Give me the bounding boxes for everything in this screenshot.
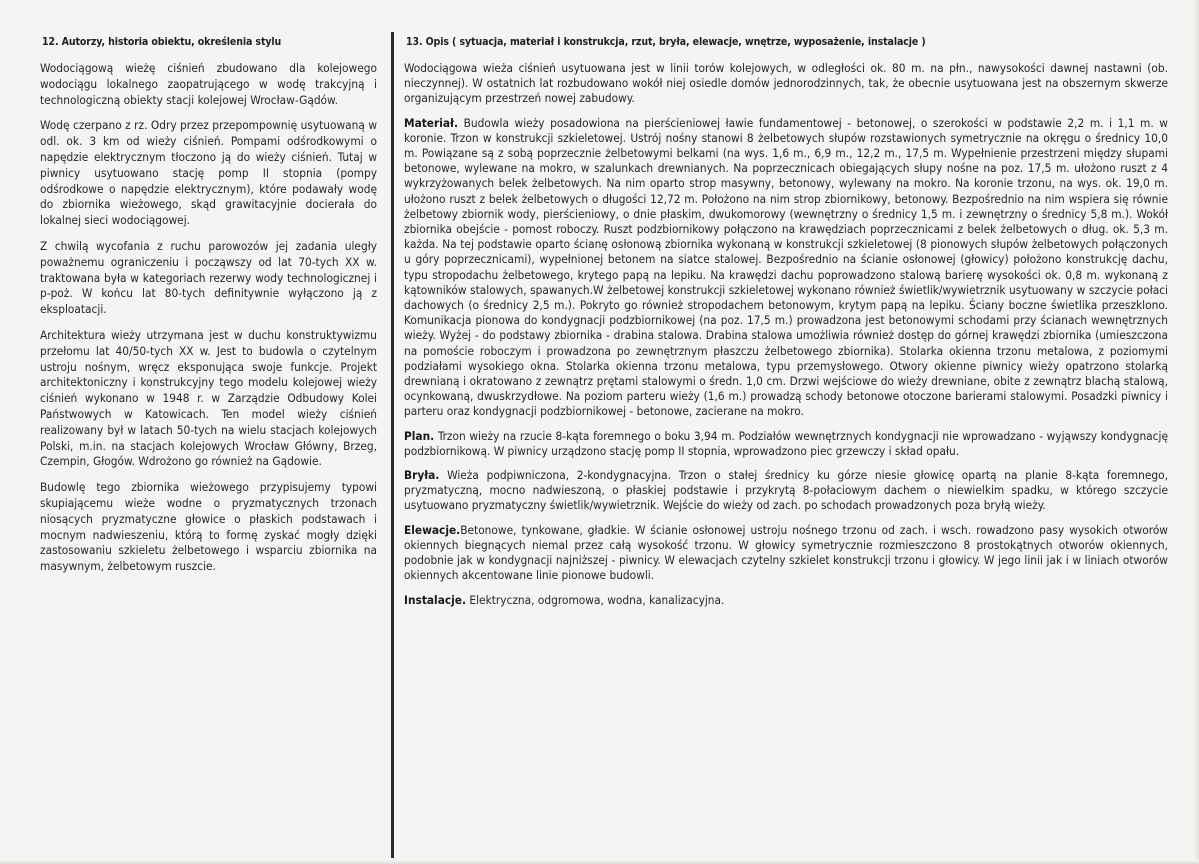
massing-text: Wieża podpiwniczona, 2-kondygnacyjna. Trzon o stałej średnicy ku górze niesie głowicę opartą na planie 8-kąta foremnego, pryzmatyczną, mocno nadwieszoną, o płaskiej podstawie i przykrytą 8-połaciowym dachem o niewielkim spadku, w którego szczycie usytuowano pryzmatyczny świetlik/wywietrznik. Wejście do wieży od zach. po schodach prowadzonych poza bryłą wieży. bbox=[404, 468, 1168, 513]
history-paragraph-3: Z chwilą wycofania z ruchu parowozów jej zadania uległy poważnemu ograniczeniu i począwszy od lat 70-tych XX w. traktowana była w kategoriach rezerwy wody technologicznej i p-poż. W końcu lat 80-tych definitywnie wyłączono ją z eksploatacji. bbox=[40, 238, 377, 317]
description-massing bbox=[404, 468, 1168, 514]
plan-text: Trzon wieży na rzucie 8-kąta foremnego o boku 3,94 m. Podziałów wewnętrznych kondygnacji nie wprowadzano - wyjąwszy kondygnację podzbiornikową. W piwnicy urządzono stację pomp II stopnia, wprowadzono piec grzewczy i skład opału. bbox=[404, 428, 1168, 458]
plan-label: Plan. bbox=[404, 428, 435, 443]
section-12-heading: 12. Autorzy, historia obiektu, określenia stylu bbox=[42, 36, 282, 48]
elevations-text: Betonowe, tynkowane, gładkie. W ścianie osłonowej ustroju nośnego trzonu od zach. i wsch. rowadzono pasy wysokich otworów okiennych biegnących niemal przez całą wysokość trzonu. W głowicy symetrycznie rozmieszczono 8 prostokątnych otworów okiennych, podobnie jak w kondygnacji najniższej - piwnicy. W elewacjach czytelny szkielet konstrukcji trzonu i głowicy. W jego linii jak i w liniach otworów okiennych akcentowane linie pionowe budowli. bbox=[404, 522, 1168, 583]
history-paragraph-1: Wodociągową wieżę ciśnień zbudowano dla kolejowego wodociągu lokalnego zaopatrującego w wodę trakcyjną i technologiczną obiekty stacji kolejowej Wrocław-Gądów. bbox=[40, 61, 377, 107]
section-13-heading: 13. Opis ( sytuacja, materiał i konstrukcja, rzut, bryła, elewacje, wnętrze, wyposażenie, instalacje ) bbox=[406, 36, 926, 48]
description-material bbox=[404, 116, 1168, 420]
column-divider bbox=[391, 32, 394, 858]
material-text: Budowla wieży posadowiona na pierścieniowej ławie fundamentowej - betonowej, o szerokości w podstawie 2,2 m. i 1,1 m. w koronie. Trzon w konstrukcji szkieletowej. Ustrój nośny stanowi 8 żelbetowych słupów rozstawionych symetrycznie na okręgu o średnicy 10,0 m. Powiązane są z sobą poprzecznie żelbetowymi belkami (na wys. 1,6 m., 6,9 m., 12,2 m., 17,5 m. Wypełnienie przestrzeni między słupami betonowe, wylewane na mokro, w szalunkach drewnianych. Na poprzecznicach obiegających słupy nośne na poz. 17,5 m. ułożono ruszt z 4 wykrzyżowanych belek żelbetowych. Na nim oparto strop masywny, betonowy, wylewany na mokro. Na koronie trzonu, na wys. ok. 19,0 m. ułożono ruszt z belek żelbetowych o długości 12,72 m. Położono na nim strop zbiornikowy, betonowy. Bezpośrednio na nim wspiera się równie żelbetowy zbiornik wody, pierścieniowy, o dnie płaskim, dwukomorowy (wewnętrzny o średnicy 1,5 m. i zewnętrzny o średnicy 5,8 m.). Wokół zbiornika obejście - pomost roboczy. Ruszt podzbiornikowy połączono na krawędziach poprzecznicami z belek żelbetowych o dług. ok. 5,3 m. każda. Na tej podstawie oparto ścianę osłonową zbiornika wykonaną w konstrukcji szkieletowej (8 pionowych słupów żelbetowych połączonych u góry poprzecznicami), wypełnionej betonem na siatce stalowej. Bezpośrednio na ścianie osłonowej (głowicy) położono konstrukcję dachu, typu stropodachu żelbetowego, krytego papą na lepiku. Na krawędzi dachu poprowadzono stalową barierę wysokości ok. 0,8 m. wykonaną z kątowników stalowych, spawanych.W żelbetowej konstrukcji szkieletowej wykonano również świetlik/wywietrznik usytuowany w szczycie połaci dachowych (o średnicy 2,5 m.). Pokryto go również stropodachem betonowym, krytym papą na lepiku. Ściany boczne świetlika przeszklono. Komunikacja pionowa do kondygnacji podzbiornikowej (na poz. 17,5 m.) prowadzona jest betonowymi schodami przy ścianach wewnętrznych wieży. Wyżej - do podstawy zbiornika - drabina stalowa. Drabina stalowa umożliwia również dostęp do górnej krawędzi zbiornika (umieszczona na pomoście roboczym i prowadzona po zewnętrznym płaszczu żelbetowego zbiornika). Stolarka okienna trzonu metalowa, z poziomymi podziałami wysokiego okna. Stolarka okienna trzonu metalowa, typu przemysłowego. Otwory okienne piwnicy wieży opatrzono stolarką drewnianą i okratowano z zewnątrz prętami stalowymi o średn. 1,0 cm. Drzwi wejściowe do wieży drewniane, obite z zewnątrz blachą stalową, ocynkowaną, dwuskrzydłowe. Na poziom parteru wieży (1,6 m.) prowadzą schody betonowe otoczone barierami stalowymi. Posadzki piwnicy i parteru oraz kondygnacji podzbiornikowej - betonowe, zacierane na mokro. bbox=[404, 115, 1168, 419]
section-12-history bbox=[40, 36, 377, 585]
description-installations bbox=[404, 593, 1168, 608]
installations-text: Elektryczna, odgromowa, wodna, kanalizacyjna. bbox=[466, 592, 725, 607]
installations-label: Instalacje. bbox=[404, 592, 467, 607]
massing-label: Bryła. bbox=[404, 468, 440, 483]
scan-edge-bottom bbox=[0, 860, 1199, 864]
history-paragraph-5: Budowlę tego zbiornika wieżowego przypisujemy typowi skupiającemu wieże wodne o pryzmatycznych trzonach niosących pryzmatyczne głowice o płaskich podstawach i mocnym nadwieszeniu, którą to formę zyskać mogły dzięki zastosowaniu szkieletu żelbetowego i wsparciu zbiornika na masywnym, żelbetowym ruszcie. bbox=[40, 480, 377, 574]
section-13-description bbox=[404, 36, 1168, 617]
description-plan bbox=[404, 429, 1168, 459]
elevations-label: Elewacje. bbox=[404, 522, 461, 537]
history-paragraph-2: Wodę czerpano z rz. Odry przez przepompownię usytuowaną w odl. ok. 3 km od wieży ciśnień. Pompami odśrodkowymi o napędzie elektrycznym tłoczono ją do wieży ciśnień. Tutaj w piwnicy usytuowano stację pomp II stopnia (pompy odśrodkowe o napędzie elektrycznym), które podawały wodę do zbiornika wieżowego, skąd grawitacyjnie docierała do lokalnej sieci wodociągowej. bbox=[40, 118, 377, 228]
description-intro: Wodociągowa wieża ciśnień usytuowana jest w linii torów kolejowych, w odległości ok. 80 m. na płn., nawysokości dawnej nastawni (ob. nieczynnej). W ostatnich lat rozbudowano wokół niej osiedle domów jednorodzinnych, tak, że obecnie usytuowana jest na obszernym skwerze organizującym przestrzeń nowej zabudowy. bbox=[404, 61, 1168, 106]
material-label: Materiał. bbox=[404, 115, 459, 130]
scan-edge bbox=[1193, 0, 1199, 864]
description-elevations bbox=[404, 523, 1168, 584]
history-paragraph-4: Architektura wieży utrzymana jest w duchu konstruktywizmu przełomu lat 40/50-tych XX w. Jest to budowla o czytelnym ustroju nośnym, wręcz eksponująca swoje funkcje. Projekt architektoniczny i konstrukcyjny tego modelu kolejowej wieży ciśnień wykonano w 1948 r. w Zarządzie Odbudowy Kolei Państwowych w Katowicach. Ten model wieży ciśnień realizowany był w latach 50-tych na wielu stacjach kolejowych Polski, m.in. na stacjach kolejowych Wrocław Główny, Brzeg, Czempin, Głogów. Wdrożono go również na Gądowie. bbox=[40, 327, 377, 469]
